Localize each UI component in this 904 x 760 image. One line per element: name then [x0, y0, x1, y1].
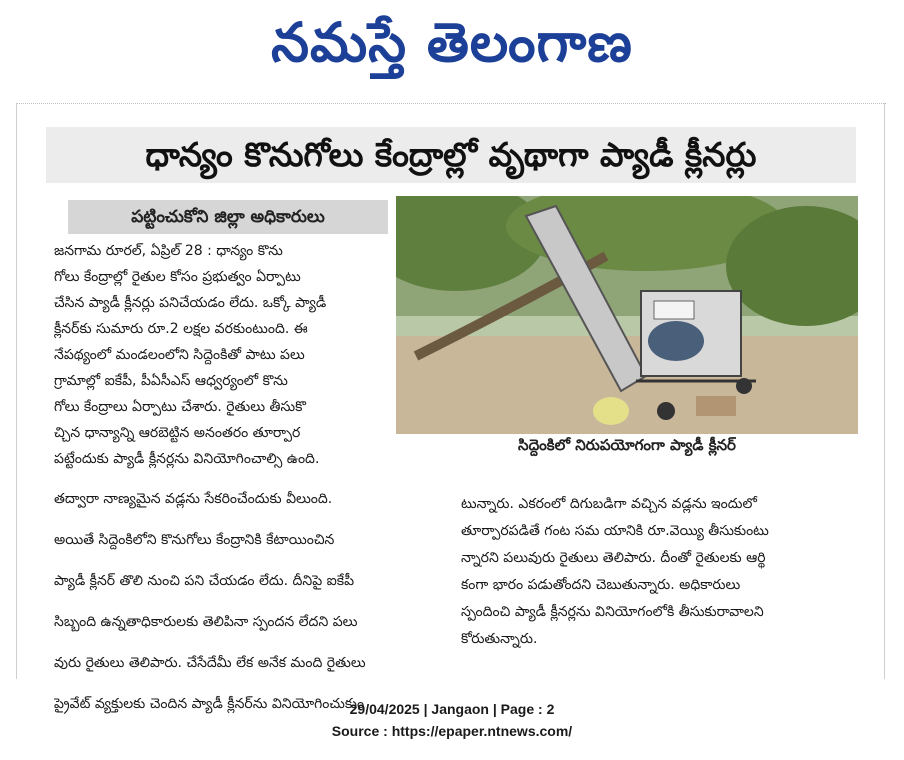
masthead — [0, 0, 904, 92]
text-line: స్పందించి ప్యాడీ క్లీనర్లను వినియోగంలోకి తీసుకురావాలని — [461, 604, 764, 620]
left-border — [16, 103, 17, 679]
article-column-2 — [461, 491, 866, 653]
text-line: కంగా భారం పడుతోందని చెబుతున్నారు. అధికారులు — [461, 577, 741, 593]
text-line: సిబ్బంది ఉన్నతాధికారులకు తెలిపినా స్పందన లేదని పలు — [54, 614, 358, 630]
text-line: వురు రైతులు తెలిపారు. చేసేదేమీ లేక అనేక మంది రైతులు — [54, 655, 366, 671]
text-line: గ్రామాల్లో ఐకేపీ, పీఏసీఎస్ ఆధ్వర్యంలో కొను — [54, 373, 288, 389]
edition-info: 29/04/2025 | Jangaon | Page : 2 — [349, 701, 555, 717]
text-line: ప్రైవేట్ వ్యక్తులకు చెందిన ప్యాడీ క్లీనర్‌ను వినియోగించుకుం — [54, 696, 365, 712]
text-line: జనగామ రూరల్, ఏప్రిల్ 28 : ధాన్యం కొను — [54, 243, 283, 259]
source-link[interactable]: Source : https://epaper.ntnews.com/ — [331, 723, 573, 739]
text-line: కోరుతున్నారు. — [461, 631, 538, 647]
text-line: చేసిన ప్యాడీ క్లీనర్లు పనిచేయడం లేదు. ఒక్కో ప్యాడీ — [54, 295, 327, 311]
photo-caption: సిద్దెంకిలో నిరుపయోగంగా ప్యాడీ క్లీనర్ — [518, 436, 736, 454]
text-line: గోలు కేంద్రాల్లో రైతుల కోసం ప్రభుత్వం ఏర్పాటు — [54, 269, 301, 285]
text-line: గోలు కేంద్రాలు ఏర్పాటు చేశారు. రైతులు తీసుకొ — [54, 399, 306, 415]
text-line: పట్టేందుకు ప్యాడీ క్లీనర్లను వినియోగించాల్సి ఉంది. — [54, 451, 320, 467]
article-column-1-continued — [54, 472, 474, 732]
paddy-cleaner-photo — [396, 196, 858, 434]
newspaper-logo: నమస్తే తెలంగాణ — [271, 11, 633, 74]
text-line: క్లీనర్‌కు సుమారు రూ.2 లక్షల వరకుంటుంది. ఈ — [54, 321, 308, 337]
article-subheadline: పట్టించుకోని జిల్లా అధికారులు — [68, 200, 388, 234]
text-line: అయితే సిద్దెంకిలోని కొనుగోలు కేంద్రానికి కేటాయించిన — [54, 532, 335, 548]
article-column-1 — [54, 238, 394, 472]
text-line: నేపథ్యంలో మండలంలోని సిద్దెంకితో పాటు పలు — [54, 347, 305, 363]
text-line: తూర్పారపడితే గంట సమ యానికి రూ.వెయ్యి తీసుకుంటు — [461, 523, 769, 539]
text-line: టున్నారు. ఎకరంలో దిగుబడిగా వచ్చిన వడ్లను ఇందులో — [461, 496, 757, 512]
text-line: చ్చిన ధాన్యాన్ని ఆరబెట్టిన అనంతరం తూర్పార — [54, 425, 301, 441]
top-divider — [16, 103, 886, 104]
article-headline: ధాన్యం కొనుగోలు కేంద్రాల్లో వృథాగా ప్యాడీ క్లీనర్లు — [46, 127, 856, 183]
text-line: తద్వారా నాణ్యమైన వడ్లను సేకరించేందుకు వీలుంది. — [54, 491, 333, 507]
text-line: న్నారని పలువురు రైతులు తెలిపారు. దీంతో రైతులకు ఆర్థి — [461, 550, 766, 566]
right-border — [884, 103, 885, 679]
text-line: ప్యాడీ క్లీనర్ తొలి నుంచి పని చేయడం లేదు. దీనిపై ఐకేపీ — [54, 573, 355, 589]
